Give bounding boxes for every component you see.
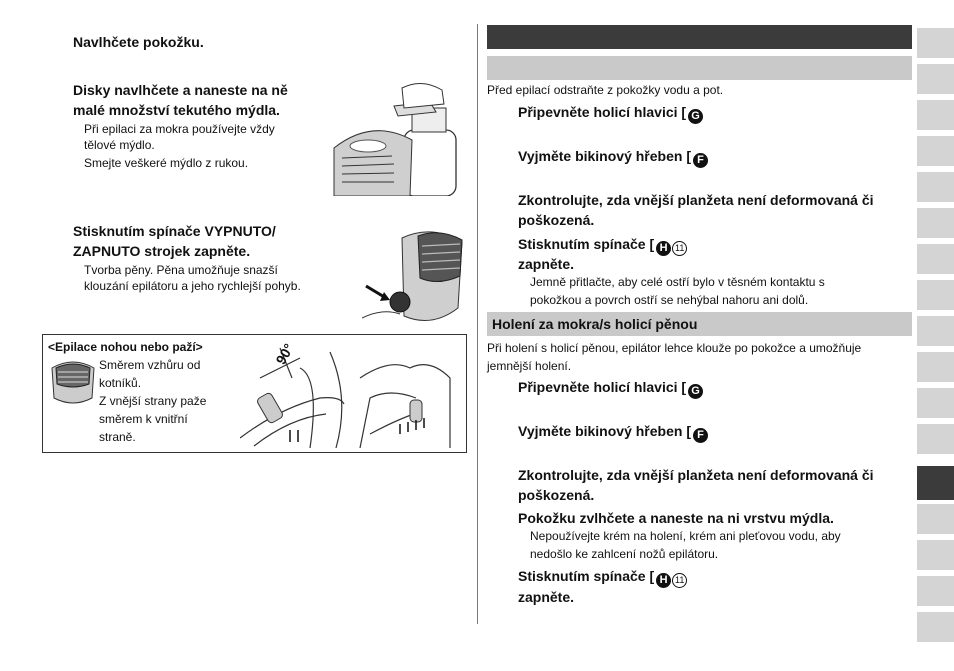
step-2-heading-line1: Disky navlhčete a naneste na ně: [73, 82, 288, 98]
section-heading: Holení za mokra/s holicí pěnou: [487, 312, 912, 336]
step-3-heading-line2: ZAPNUTO strojek zapněte.: [73, 243, 251, 259]
header-bar-dark: [487, 25, 912, 49]
box-line-1: Směrem vzhůru od: [99, 358, 201, 372]
marker-h-icon: H: [656, 241, 671, 256]
step-2-note-1: Při epilaci za mokra používejte vždy: [84, 122, 275, 136]
section-intro-2: jemnější holení.: [487, 359, 572, 373]
step-a4-line2: zapněte.: [518, 256, 575, 272]
marker-h-icon: H: [656, 573, 671, 588]
side-tab-8[interactable]: [917, 280, 954, 310]
side-tab-5[interactable]: [917, 172, 954, 202]
header-bar-grey: [487, 56, 912, 80]
box-line-4: směrem k vnitřní: [99, 412, 188, 426]
step-b5-line1: Stisknutím spínače [ H 11: [518, 566, 687, 588]
side-tab-7[interactable]: [917, 244, 954, 274]
marker-f-icon: F: [693, 428, 708, 443]
marker-g-icon: G: [688, 109, 703, 124]
step-a3-line1: Zkontrolujte, zda vnější planžeta není deformovaná či: [518, 192, 874, 208]
step-a1: Připevněte holicí hlavici [ G: [518, 102, 703, 124]
step-b5-line2: zapněte.: [518, 589, 575, 605]
step-a4-line1: Stisknutím spínače [ H 11: [518, 234, 687, 256]
side-tab-16[interactable]: [917, 576, 954, 606]
legs-arms-illustration: [240, 338, 462, 450]
side-tab-13-active[interactable]: [917, 466, 954, 500]
marker-f-icon: F: [693, 153, 708, 168]
step-2-note-3: Smejte veškeré mýdlo z rukou.: [84, 156, 249, 170]
soap-dispenser-illustration: [332, 78, 462, 196]
side-tab-17[interactable]: [917, 612, 954, 642]
marker-g-icon: G: [688, 384, 703, 399]
step-b2: Vyjměte bikinový hřeben [ F: [518, 421, 708, 443]
step-b1: Připevněte holicí hlavici [ G: [518, 377, 703, 399]
side-tab-14[interactable]: [917, 504, 954, 534]
step-a4-note2: pokožkou a povrch ostří se nehýbal nahoru ani dolů.: [530, 293, 809, 307]
box-line-2: kotníků.: [99, 376, 142, 390]
step-1-heading: Navlhčete pokožku.: [73, 34, 204, 50]
step-3-note-1: Tvorba pěny. Pěna umožňuje snazší: [84, 263, 278, 277]
section-intro-1: Při holení s holicí pěnou, epilátor lehce klouže po pokožce a umožňuje: [487, 341, 862, 355]
side-tab-4[interactable]: [917, 136, 954, 166]
side-tab-6[interactable]: [917, 208, 954, 238]
step-b3-line1: Zkontrolujte, zda vnější planžeta není deformovaná či: [518, 467, 874, 483]
side-tab-15[interactable]: [917, 540, 954, 570]
step-b4: Pokožku zvlhčete a naneste na ni vrstvu mýdla.: [518, 510, 834, 526]
box-title: <Epilace nohou nebo paží>: [48, 340, 203, 354]
step-b3-line2: poškozená.: [518, 487, 595, 503]
step-a3-line2: poškozená.: [518, 212, 595, 228]
step-b4-note1: Nepoužívejte krém na holení, krém ani pleťovou vodu, aby: [530, 529, 841, 543]
side-tab-1[interactable]: [917, 28, 954, 58]
step-b4-note2: nedošlo ke zahlcení nožů epilátoru.: [530, 547, 719, 561]
step-a2: Vyjměte bikinový hřeben [ F: [518, 146, 708, 168]
epilator-illustration: [362, 228, 472, 328]
side-tab-3[interactable]: [917, 100, 954, 130]
box-line-3: Z vnější strany paže: [99, 394, 207, 408]
intro-text: Před epilací odstraňte z pokožky vodu a pot.: [487, 83, 724, 97]
side-tab-10[interactable]: [917, 352, 954, 382]
side-tab-12[interactable]: [917, 424, 954, 454]
side-tab-2[interactable]: [917, 64, 954, 94]
side-tab-9[interactable]: [917, 316, 954, 346]
box-line-5: straně.: [99, 430, 136, 444]
side-tab-11[interactable]: [917, 388, 954, 418]
marker-11-icon: 11: [672, 241, 687, 256]
angle-label: 90°: [272, 340, 297, 368]
step-3-note-2: klouzání epilátoru a jeho rychlejší pohyb.: [84, 279, 301, 293]
step-2-heading-line2: malé množství tekutého mýdla.: [73, 102, 280, 118]
column-divider: [477, 24, 478, 624]
marker-11-icon: 11: [672, 573, 687, 588]
step-2-note-2: tělové mýdlo.: [84, 138, 155, 152]
step-a4-note1: Jemně přitlačte, aby celé ostří bylo v těsném kontaktu s: [530, 275, 825, 289]
epilator-head-icon: [48, 356, 98, 408]
step-3-heading-line1: Stisknutím spínače VYPNUTO/: [73, 223, 276, 239]
